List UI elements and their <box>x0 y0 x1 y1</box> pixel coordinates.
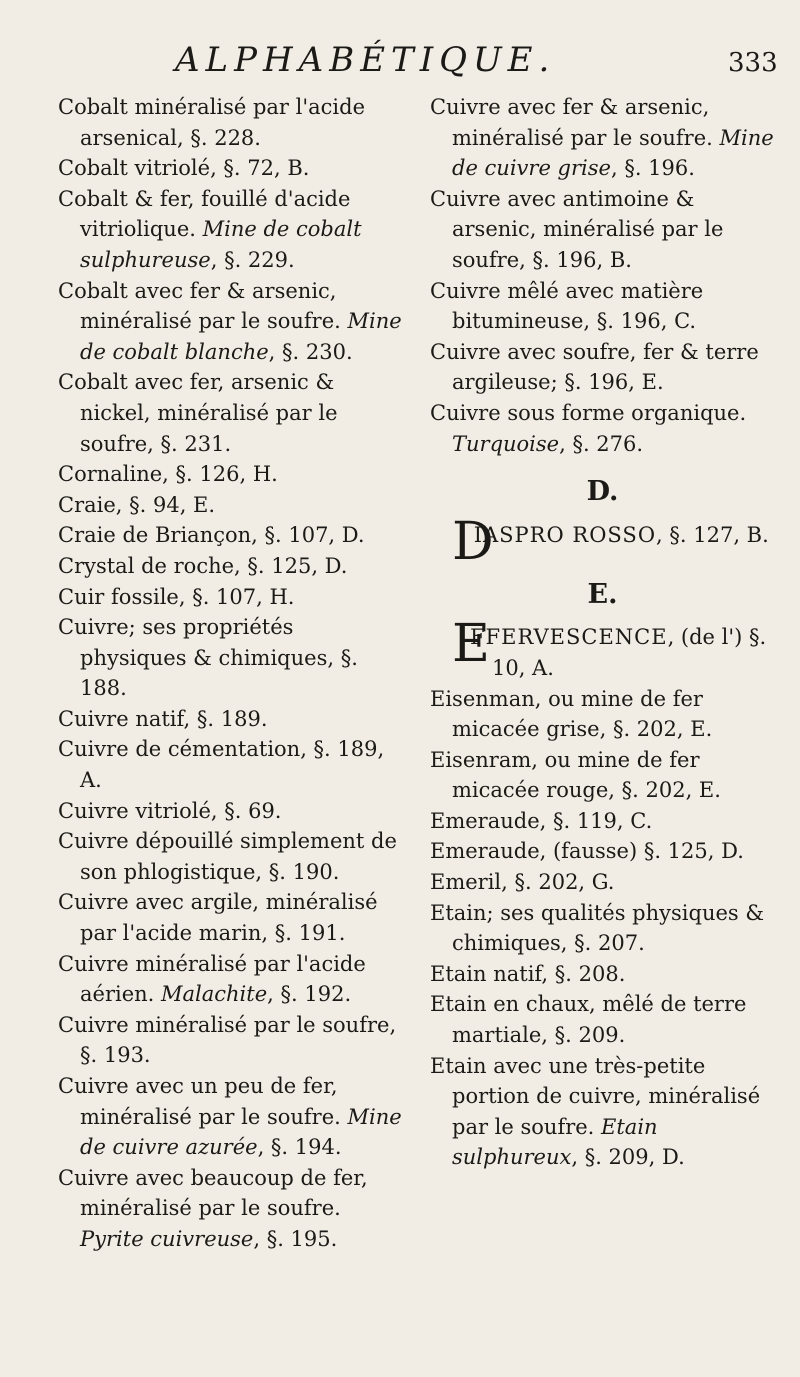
entry-reference: , §. 276. <box>559 431 644 456</box>
entry-text: Cuivre avec antimoine & arsenic, minéralisé par le soufre, §. 196, B. <box>430 186 724 272</box>
entry-text: Cuivre minéralisé par l'acide aérien. <box>58 951 366 1007</box>
entry-text: Cuivre mêlé avec matière bitumineuse, §. 196, C. <box>430 278 704 334</box>
index-entry <box>58 184 403 276</box>
entry-italic-name: Turquoise <box>452 431 560 456</box>
entry-text: Cuivre sous forme organique. <box>430 400 747 425</box>
entry-italic-name: Mine de cobalt blanche <box>80 309 402 364</box>
index-entry-effervescence <box>430 614 775 683</box>
entry-text: Emeril, §. 202, G. <box>430 870 615 895</box>
section-heading-e: E. <box>587 578 618 610</box>
index-entry <box>58 796 403 827</box>
index-entry <box>430 684 775 745</box>
entry-text: Cuivre avec beaucoup de fer, minéralisé par le soufre. <box>58 1165 368 1221</box>
entry-italic-name: Mine de cuivre grise <box>452 125 774 181</box>
entry-text: Crystal de roche, §. 125, D. <box>58 553 348 578</box>
running-title: ALPHABÉTIQUE. <box>175 40 556 80</box>
entry-italic-name: Etain sulphureux <box>452 1114 658 1170</box>
right-column-top-entries <box>430 92 775 459</box>
page-header <box>0 40 800 90</box>
index-entry <box>58 1163 403 1255</box>
page-number: 333 <box>728 48 778 78</box>
entry-headword: FFERVESCENCE <box>469 625 668 650</box>
entry-text: Cuivre avec un peu de fer, minéralisé par le soufre. <box>58 1074 348 1129</box>
index-column-left <box>58 92 403 1255</box>
entry-text: Cuivre dépouillé simplement de son phlogistique, §. 190. <box>58 829 397 884</box>
index-entry <box>58 826 403 887</box>
index-entry-diaspro <box>430 511 775 572</box>
entry-text: Emeraude, §. 119, C. <box>430 808 653 833</box>
entry-text: Cuivre de cémentation, §. 189, A. <box>58 737 385 793</box>
entry-text: Craie de Briançon, §. 107, D. <box>58 523 365 548</box>
drop-cap-d: D <box>452 511 494 572</box>
index-entry <box>58 551 403 582</box>
index-column-right <box>430 92 775 1173</box>
entry-text: Cuivre; ses propriétés physiques & chimiques, §. 188. <box>58 615 358 701</box>
entry-text: Cornaline, §. 126, H. <box>58 462 278 487</box>
entry-reference: , §. 209, D. <box>571 1145 685 1170</box>
entry-reference: , §. 127, B. <box>656 522 769 547</box>
entry-text: Cobalt avec fer & arsenic, minéralisé par le soufre. <box>58 278 348 334</box>
section-heading-d: D. <box>586 476 619 508</box>
entry-headword: IASPRO ROSSO <box>473 522 657 547</box>
entry-italic-name: Mine de cobalt sulphureuse <box>80 217 362 272</box>
index-entry <box>430 92 775 184</box>
index-entry <box>430 806 775 837</box>
index-entry <box>430 337 775 398</box>
index-entry <box>430 959 775 990</box>
entry-reference: , §. 230. <box>268 339 353 364</box>
entry-reference: , §. 192. <box>267 982 352 1007</box>
entry-text: Cuivre avec soufre, fer & terre argileuse; §. 196, E. <box>430 339 759 395</box>
index-entry <box>430 398 775 459</box>
entry-reference: , §. 194. <box>257 1135 342 1160</box>
entry-text: Cobalt minéralisé par l'acide arsenical, §. 228. <box>58 95 365 150</box>
entry-text: Cuivre avec fer & arsenic, minéralisé par le soufre. <box>430 95 720 150</box>
index-entry <box>58 887 403 948</box>
index-entry <box>58 153 403 184</box>
entry-italic-name: Mine de cuivre azurée <box>80 1104 402 1160</box>
index-entry <box>58 367 403 459</box>
index-entry <box>430 276 775 337</box>
entry-text: Cobalt avec fer, arsenic & nickel, minéralisé par le soufre, §. 231. <box>58 370 338 456</box>
index-entry <box>430 898 775 959</box>
index-entry <box>58 582 403 613</box>
index-entry <box>430 867 775 898</box>
entry-text: Etain en chaux, mêlé de terre martiale, §. 209. <box>430 992 747 1048</box>
index-entry <box>58 490 403 521</box>
entry-reference: , §. 229. <box>210 247 295 272</box>
entry-text: Cuivre natif, §. 189. <box>58 706 268 731</box>
entry-text: Craie, §. 94, E. <box>58 492 216 517</box>
index-entry <box>58 276 403 368</box>
entry-text: Etain; ses qualités physiques & chimiques, §. 207. <box>430 900 765 956</box>
entry-text: Emeraude, (fausse) §. 125, D. <box>430 839 744 864</box>
index-entry <box>58 520 403 551</box>
index-entry <box>430 184 775 276</box>
entry-italic-name: Pyrite cuivreuse <box>80 1226 254 1251</box>
entry-text: Cuivre vitriolé, §. 69. <box>58 798 282 823</box>
index-entry <box>430 836 775 867</box>
index-entry <box>430 989 775 1050</box>
index-entry <box>58 612 403 704</box>
index-entry <box>430 745 775 806</box>
index-entry <box>58 459 403 490</box>
entry-text: Cobalt & fer, fouillé d'acide vitriolique. <box>58 186 351 242</box>
index-entry <box>430 1051 775 1173</box>
entry-text: Cuivre avec argile, minéralisé par l'acide marin, §. 191. <box>58 890 378 946</box>
right-column-bottom-entries <box>430 684 775 1174</box>
drop-cap-e: E <box>452 614 490 675</box>
index-entry <box>58 92 403 153</box>
entry-italic-name: Malachite <box>161 982 268 1007</box>
entry-text: Cobalt vitriolé, §. 72, B. <box>58 156 310 181</box>
entry-text: Cuir fossile, §. 107, H. <box>58 584 295 609</box>
entry-text: Cuivre minéralisé par le soufre, §. 193. <box>58 1012 397 1068</box>
index-entry <box>58 734 403 795</box>
index-entry <box>58 1071 403 1163</box>
entry-reference: , §. 195. <box>253 1226 338 1251</box>
entry-reference: , (de l') §. 10, A. <box>491 625 767 680</box>
entry-text: Eisenman, ou mine de fer micacée grise, §. 202, E. <box>430 686 713 742</box>
entry-text: Etain avec une très-petite portion de cuivre, minéralisé par le soufre. <box>430 1053 761 1139</box>
index-entry <box>58 1010 403 1071</box>
entry-reference: , §. 196. <box>610 156 695 181</box>
entry-text: Etain natif, §. 208. <box>430 961 626 986</box>
entry-text: Eisenram, ou mine de fer micacée rouge, §. 202, E. <box>430 747 721 803</box>
index-entry <box>58 704 403 735</box>
index-entry <box>58 949 403 1010</box>
